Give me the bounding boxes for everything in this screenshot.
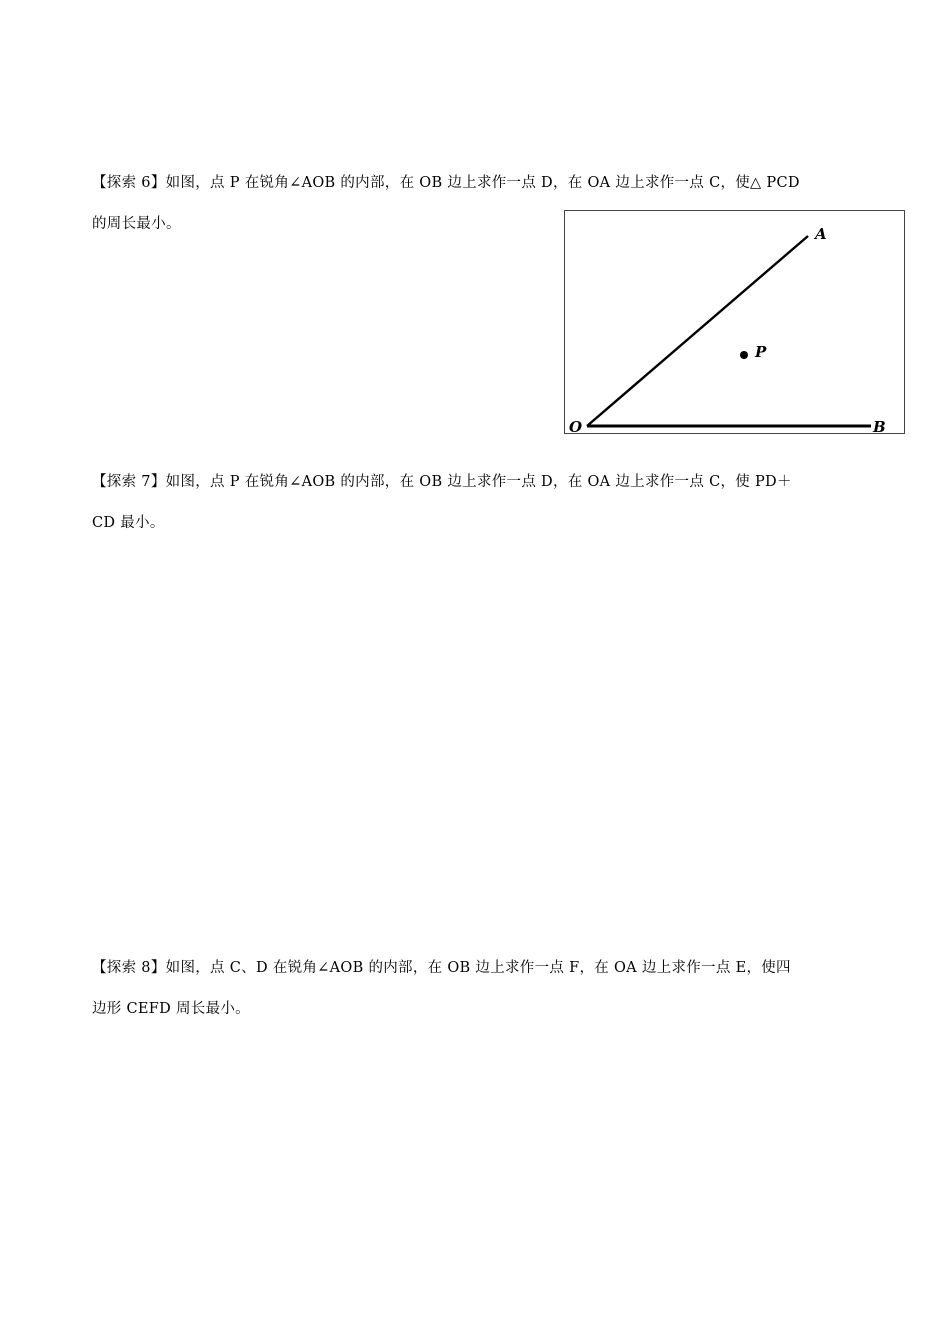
- problem-6-text-1: 如图，点 P 在锐角∠AOB 的内部，在 OB 边上求作一点 D，在 OA 边上求作一点 C，使△ PCD: [165, 175, 800, 191]
- problem-6-label: 【探索 6】: [92, 175, 166, 191]
- label-a: A: [815, 225, 827, 243]
- problem-6-line-2: 的周长最小。: [92, 216, 181, 232]
- problem-8: [92, 948, 862, 1030]
- problem-7-line-1: [92, 462, 862, 503]
- problem-8-label: 【探索 8】: [92, 960, 166, 976]
- problem-7-text-1: 如图，点 P 在锐角∠AOB 的内部，在 OB 边上求作一点 D，在 OA 边上求作一点 C，使 PD＋: [165, 474, 792, 490]
- angle-aob-diagram: [565, 211, 906, 435]
- label-p: P: [755, 343, 767, 361]
- problem-8-line-2: 边形 CEFD 周长最小。: [92, 1001, 250, 1017]
- problem-8-text-1: 如图，点 C、D 在锐角∠AOB 的内部，在 OB 边上求作一点 F，在 OA 边上求作一点 E，使四: [165, 960, 791, 976]
- label-o: O: [569, 418, 583, 435]
- ray-oa: [587, 236, 808, 426]
- problem-7-label: 【探索 7】: [92, 474, 166, 490]
- problem-7: [92, 462, 862, 544]
- point-p: [740, 351, 748, 359]
- angle-figure: [564, 210, 905, 434]
- label-b: B: [873, 418, 886, 435]
- problem-7-line-2: CD 最小。: [92, 515, 165, 531]
- problem-8-line-1: [92, 948, 862, 989]
- problem-6-line-1: [92, 163, 862, 204]
